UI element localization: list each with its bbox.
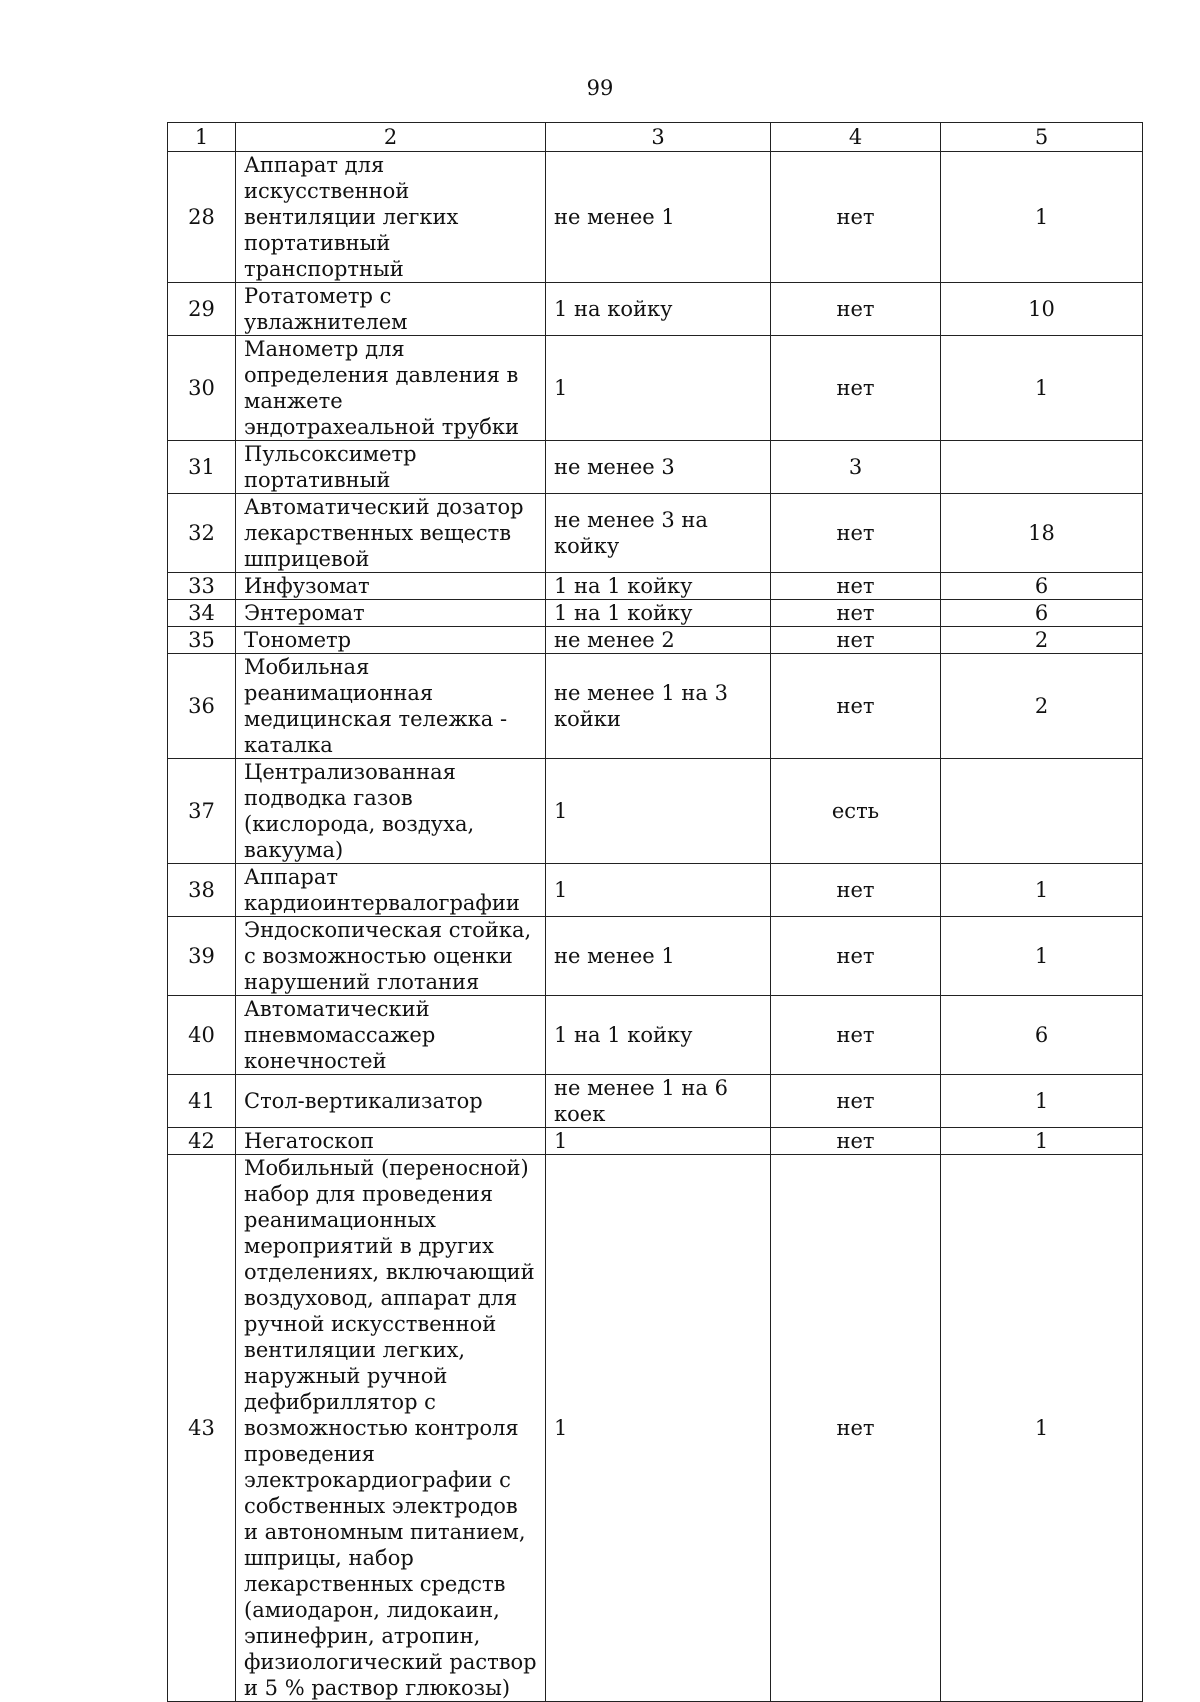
column-header: 4 — [771, 123, 941, 152]
column-header: 1 — [168, 123, 236, 152]
quantity-norm: не менее 1 на 3 койки — [546, 654, 771, 759]
table-row — [168, 654, 1143, 759]
row-number: 35 — [168, 627, 236, 654]
availability: нет — [771, 336, 941, 441]
table-row — [168, 996, 1143, 1075]
required-count: 2 — [941, 627, 1143, 654]
row-number: 29 — [168, 283, 236, 336]
item-name: Аппарат кардиоинтервалографии — [236, 864, 546, 917]
table-row — [168, 494, 1143, 573]
row-number: 33 — [168, 573, 236, 600]
table-row — [168, 759, 1143, 864]
required-count: 10 — [941, 283, 1143, 336]
item-name: Мобильный (переносной) набор для проведения реанимационных мероприятий в других отделениях, включающий воздуховод, аппарат для ручной искусственной вентиляции легких, наружный ручной дефибриллятор с возможностью контроля проведения электрокардиографии с собственных электродов и автономным питанием, шприцы, набор лекарственных средств (амиодарон, лидокаин, эпинефрин, атропин, физиологический раствор и 5 % раствор глюкозы) — [236, 1155, 546, 1702]
column-header: 2 — [236, 123, 546, 152]
quantity-norm: 1 на 1 койку — [546, 573, 771, 600]
quantity-norm: не менее 1 на 6 коек — [546, 1075, 771, 1128]
availability: нет — [771, 1128, 941, 1155]
table-row — [168, 917, 1143, 996]
availability: нет — [771, 654, 941, 759]
item-name: Автоматический дозатор лекарственных веществ шприцевой — [236, 494, 546, 573]
availability: нет — [771, 573, 941, 600]
item-name: Стол-вертикализатор — [236, 1075, 546, 1128]
item-name: Эндоскопическая стойка, с возможностью оценки нарушений глотания — [236, 917, 546, 996]
item-name: Негатоскоп — [236, 1128, 546, 1155]
item-name: Инфузомат — [236, 573, 546, 600]
availability: нет — [771, 996, 941, 1075]
required-count: 1 — [941, 1155, 1143, 1702]
required-count — [941, 441, 1143, 494]
availability: нет — [771, 1075, 941, 1128]
table-row — [168, 627, 1143, 654]
row-number: 37 — [168, 759, 236, 864]
quantity-norm: 1 на 1 койку — [546, 996, 771, 1075]
item-name: Пульсоксиметр портативный — [236, 441, 546, 494]
row-number: 28 — [168, 152, 236, 283]
availability: нет — [771, 283, 941, 336]
table-row — [168, 1155, 1143, 1702]
quantity-norm: 1 — [546, 864, 771, 917]
table-row — [168, 283, 1143, 336]
required-count: 6 — [941, 996, 1143, 1075]
table-row — [168, 600, 1143, 627]
page-number: 99 — [586, 76, 614, 100]
equipment-table — [167, 122, 1143, 1702]
quantity-norm: не менее 3 на койку — [546, 494, 771, 573]
row-number: 39 — [168, 917, 236, 996]
row-number: 43 — [168, 1155, 236, 1702]
item-name: Тонометр — [236, 627, 546, 654]
item-name: Аппарат для искусственной вентиляции легких портативный транспортный — [236, 152, 546, 283]
item-name: Ротатометр с увлажнителем — [236, 283, 546, 336]
row-number: 32 — [168, 494, 236, 573]
column-header: 3 — [546, 123, 771, 152]
item-name: Манометр для определения давления в манжете эндотрахеальной трубки — [236, 336, 546, 441]
quantity-norm: 1 на 1 койку — [546, 600, 771, 627]
row-number: 36 — [168, 654, 236, 759]
required-count: 6 — [941, 573, 1143, 600]
availability: 3 — [771, 441, 941, 494]
quantity-norm: 1 — [546, 759, 771, 864]
item-name: Энтеромат — [236, 600, 546, 627]
table-row — [168, 336, 1143, 441]
required-count: 2 — [941, 654, 1143, 759]
availability: есть — [771, 759, 941, 864]
availability: нет — [771, 917, 941, 996]
item-name: Централизованная подводка газов (кислорода, воздуха, вакуума) — [236, 759, 546, 864]
quantity-norm: не менее 3 — [546, 441, 771, 494]
item-name: Мобильная реанимационная медицинская тележка - каталка — [236, 654, 546, 759]
table-row — [168, 152, 1143, 283]
required-count: 1 — [941, 336, 1143, 441]
row-number: 42 — [168, 1128, 236, 1155]
required-count: 1 — [941, 1075, 1143, 1128]
quantity-norm: 1 на койку — [546, 283, 771, 336]
row-number: 40 — [168, 996, 236, 1075]
table-row — [168, 441, 1143, 494]
availability: нет — [771, 600, 941, 627]
quantity-norm: 1 — [546, 1155, 771, 1702]
table-row — [168, 573, 1143, 600]
header-row — [168, 123, 1143, 152]
required-count: 1 — [941, 1128, 1143, 1155]
row-number: 41 — [168, 1075, 236, 1128]
required-count: 1 — [941, 917, 1143, 996]
availability: нет — [771, 494, 941, 573]
quantity-norm: не менее 2 — [546, 627, 771, 654]
row-number: 34 — [168, 600, 236, 627]
column-header: 5 — [941, 123, 1143, 152]
required-count: 6 — [941, 600, 1143, 627]
availability: нет — [771, 1155, 941, 1702]
availability: нет — [771, 627, 941, 654]
row-number: 31 — [168, 441, 236, 494]
required-count: 1 — [941, 864, 1143, 917]
quantity-norm: 1 — [546, 1128, 771, 1155]
item-name: Автоматический пневмомассажер конечностей — [236, 996, 546, 1075]
availability: нет — [771, 152, 941, 283]
required-count — [941, 759, 1143, 864]
quantity-norm: не менее 1 — [546, 917, 771, 996]
row-number: 30 — [168, 336, 236, 441]
table-row — [168, 864, 1143, 917]
quantity-norm: 1 — [546, 336, 771, 441]
table-row — [168, 1128, 1143, 1155]
availability: нет — [771, 864, 941, 917]
table-row — [168, 1075, 1143, 1128]
quantity-norm: не менее 1 — [546, 152, 771, 283]
row-number: 38 — [168, 864, 236, 917]
required-count: 1 — [941, 152, 1143, 283]
required-count: 18 — [941, 494, 1143, 573]
